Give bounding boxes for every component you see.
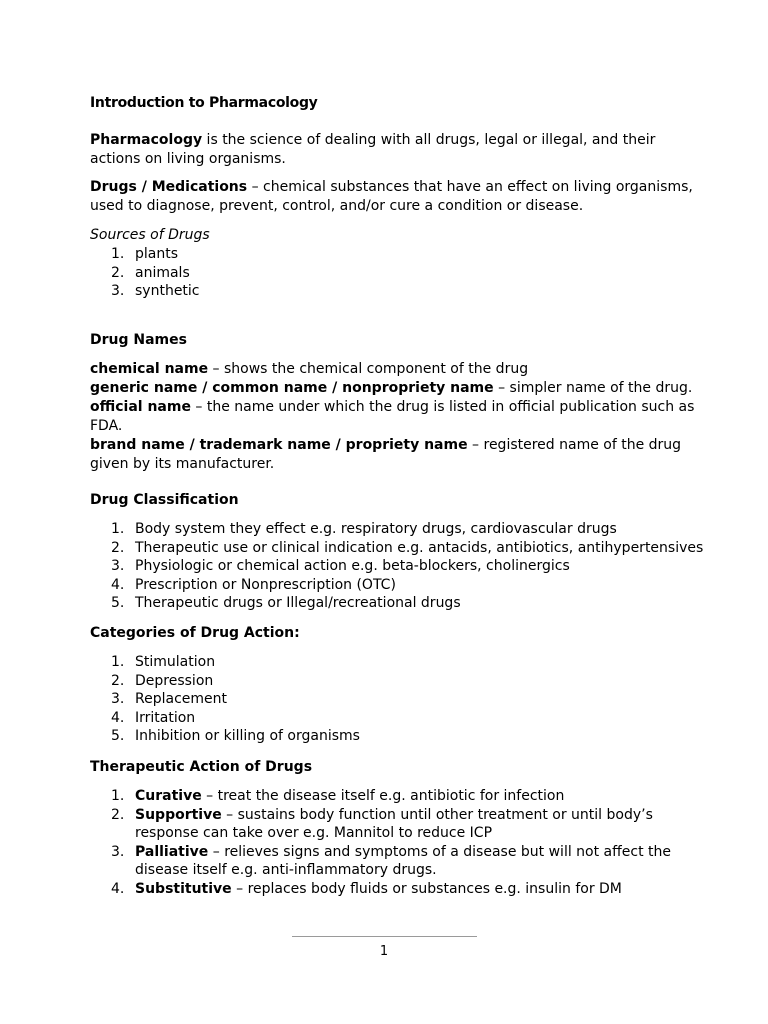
drug-names-section: Drug Names chemical name – shows the chemical component of the drug generic name / common name / nonpropriety name – simpler name of the drug. official name – the name under which the drug is listed in official publication such as FDA. brand name / trademark name / propriety name – registered name of the drug given by its manufacturer.: [90, 331, 730, 474]
document-title: Introduction to Pharmacology: [90, 95, 318, 111]
list-item: 1. Body system they effect e.g. respiratory drugs, cardiovascular drugs: [111, 521, 617, 537]
classification-list: [90, 520, 730, 613]
list-item: 4. Substitutive – replaces body fluids or substances e.g. insulin for DM: [111, 880, 622, 897]
list-item: 4. Irritation: [111, 709, 196, 726]
drug-names-heading: Drug Names: [90, 332, 187, 348]
list-item: 3. Replacement: [111, 691, 227, 708]
list-item: 3. Palliative – relieves signs and symptoms of a disease but will not affect the disease itself e.g. anti-inflammatory drugs.: [111, 843, 672, 879]
official-name-entry: official name – the name under which the drug is listed in official publication such as: [90, 399, 695, 415]
page-number: 1: [379, 944, 389, 959]
list-item: 1. Curative – treat the disease itself e.g. antibiotic for infection: [111, 788, 565, 804]
categories-section: [90, 624, 730, 746]
drugs-term: Drugs / Medications: [90, 179, 248, 195]
document-page: [90, 0, 730, 1024]
list-item: 3. synthetic: [111, 283, 200, 300]
list-item: 2. animals: [111, 264, 190, 281]
list-item: 1. plants: [111, 246, 179, 262]
classification-heading: Drug Classification: [90, 492, 239, 508]
drugs-definition: Drugs / Medications – chemical substances that have an effect on living organisms, used to diagnose, prevent, control, and/or cure a condition or disease.: [90, 179, 693, 214]
generic-name-entry: generic name / common name / nonpropriety name – simpler name of the drug.: [90, 380, 693, 396]
sources-list: [90, 245, 730, 301]
sources-section: [90, 226, 730, 301]
list-item: 5. Inhibition or killing of organisms: [111, 728, 360, 745]
list-item: 1. Stimulation: [111, 654, 216, 670]
list-item: 5. Therapeutic drugs or Illegal/recreational drugs: [111, 595, 461, 612]
therapeutic-section: [90, 758, 730, 899]
list-item: 2. Supportive – sustains body function until other treatment or until body’s response can take over e.g. Mannitol to reduce ICP: [111, 806, 653, 842]
list-item: 4. Prescription or Nonprescription (OTC): [111, 576, 396, 593]
sources-heading: Sources of Drugs: [90, 227, 210, 243]
pharmacology-definition: Pharmacology is the science of dealing with all drugs, legal or illegal, and their actions on living organisms.: [90, 132, 656, 167]
classification-section: [90, 491, 730, 613]
categories-list: [90, 653, 730, 746]
brand-name-entry: brand name / trademark name / propriety name – registered name of the drug: [90, 437, 682, 453]
list-item: 2. Depression: [111, 672, 214, 689]
list-item: 3. Physiologic or chemical action e.g. beta-blockers, cholinergics: [111, 558, 570, 575]
list-item: 2. Therapeutic use or clinical indication e.g. antacids, antibiotics, antihypertensives: [111, 539, 704, 556]
chemical-name-entry: chemical name – shows the chemical component of the drug: [90, 361, 529, 377]
therapeutic-heading: Therapeutic Action of Drugs: [90, 759, 313, 775]
categories-heading: Categories of Drug Action:: [90, 625, 300, 641]
footer-divider: [292, 936, 477, 937]
pharmacology-term: Pharmacology: [90, 132, 203, 148]
therapeutic-list: [90, 787, 730, 899]
